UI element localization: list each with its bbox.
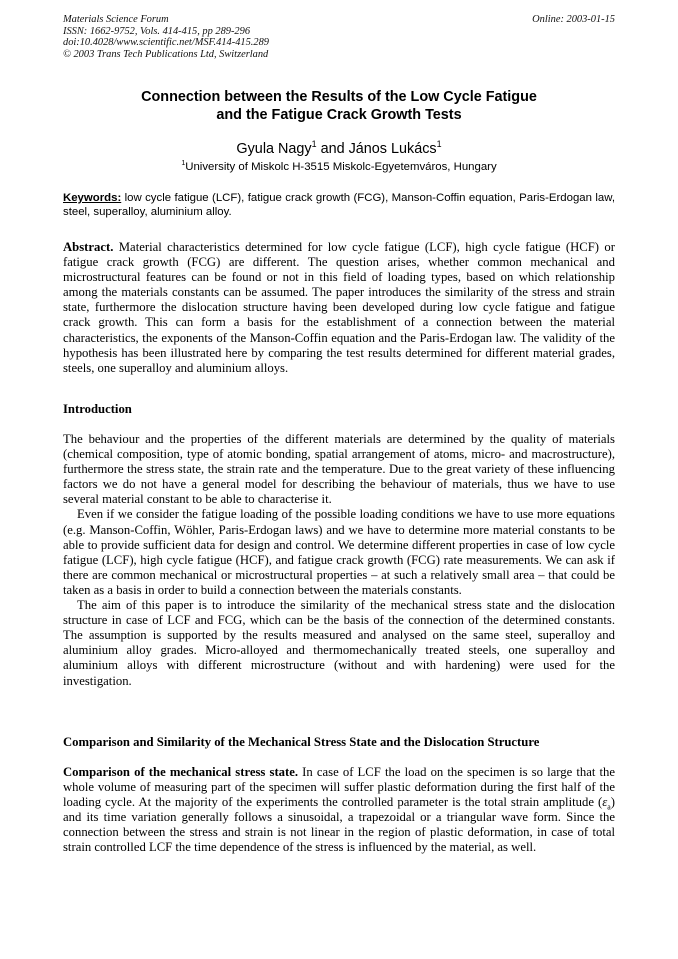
- introduction-body: [63, 432, 615, 689]
- author-name: János Lukács: [348, 141, 437, 157]
- paper-title-line-2: and the Fatigue Crack Growth Tests: [216, 107, 462, 123]
- author-list: [63, 140, 615, 158]
- strain-amplitude-subscript: a: [607, 802, 611, 812]
- abstract: [63, 240, 615, 376]
- comparison-paragraph: [63, 765, 615, 856]
- abstract-label: Abstract.: [63, 240, 114, 254]
- comparison-subheading: Comparison of the mechanical stress state.: [63, 765, 299, 779]
- journal-name: Materials Science Forum: [63, 14, 169, 25]
- affiliation-mark: 1: [311, 139, 317, 150]
- affiliation-mark: 1: [181, 160, 186, 168]
- paper-title-line-1: Connection between the Results of the Low Cycle Fatigue: [141, 89, 537, 105]
- paper-title: [63, 88, 615, 124]
- affiliation-mark: 1: [436, 139, 442, 150]
- journal-issn: ISSN: 1662-9752, Vols. 414-415, pp 289-296: [63, 25, 251, 37]
- comparison-body: [63, 765, 615, 856]
- affiliation-text: University of Miskolc H-3515 Miskolc-Egyetemváros, Hungary: [185, 161, 497, 173]
- introduction-paragraph-2: Even if we consider the fatigue loading of the possible loading conditions we have to use more equations (e.g. Manson-Coffin, Wöhler, Paris-Erdogan laws) and we have to determine more material constants to be able to provide sufficient data for design and control. We determine different properties in case of low cycle fatigue (LCF), high cycle fatigue (HCF), and fatigue crack growth (FCG) rate measurements. We can ask if there are common mechanical or microstructural properties – at such a relatively small area – that could be taken as a basis in order to build a connection between the materials constants.: [63, 507, 615, 597]
- online-date: Online: 2003-01-15: [532, 14, 615, 25]
- author-name: Gyula Nagy: [236, 141, 312, 157]
- section-heading-introduction: Introduction: [63, 402, 132, 416]
- comparison-text-a: In case of LCF the load on the specimen is so large that the whole volume of measuring part of the specimen will suffer plastic deformation during the first half of the loading cycle. At the majority of the experiments the controlled parameter is the total strain amplitude (: [63, 765, 616, 810]
- journal-copyright: © 2003 Trans Tech Publications Ltd, Switzerland: [63, 48, 269, 60]
- keywords-label: Keywords:: [63, 192, 122, 204]
- introduction-paragraph-3: The aim of this paper is to introduce the similarity of the mechanical stress state and the dislocation structure in case of LCF and FCG, which can be the basis of the connection of the determined constants. The assumption is supported by the results measured and analysed on the same steel, superalloy and aluminium alloy grades. Micro-alloyed and thermomechanically treated steels, one superalloy and aluminium alloys with different microstructure (without and with hardening) were used for the investigation.: [63, 598, 615, 688]
- abstract-text: Material characteristics determined for low cycle fatigue (LCF), high cycle fatigue (HCF) or fatigue crack growth (FCG) are different. The question arises, whether common mechanical and microstructural features can be found or not in this field of loading types, based on which relationship among the materials constants can be assumed. The paper introduces the similarity of the stress and strain state, furthermore the dislocation structure having been developed during low cycle fatigue and fatigue crack growth. This can form a basis for the establishment of a connection between the material characteristics, the exponents of the Manson-Coffin equation and the Paris-Erdogan law. The validity of the hypothesis has been illustrated here by comparing the test results determined for different material grades, steels, one superalloy and aluminium alloys.: [63, 240, 615, 375]
- affiliation: [63, 160, 615, 174]
- section-heading-comparison: Comparison and Similarity of the Mechanical Stress State and the Dislocation Structure: [63, 735, 540, 749]
- abstract-paragraph: [63, 240, 615, 376]
- keywords-text: low cycle fatigue (LCF), fatigue crack growth (FCG), Manson-Coffin equation, Paris-Erdogan law, steel, superalloy, aluminium alloy.: [63, 192, 615, 219]
- comparison-text-b: ) and its time variation generally follows a sinusoidal, a trapezoidal or a triangular wave form. Since the connection between the stress and strain is not linear in the region of plastic deformation, in case of total strain controlled LCF the time dependence of the stress is influenced by the material, as well.: [63, 795, 615, 855]
- strain-amplitude-symbol: ε: [602, 795, 608, 810]
- author-separator: and: [316, 141, 349, 157]
- journal-doi: doi:10.4028/www.scientific.net/MSF.414-415.289: [63, 37, 269, 48]
- journal-header: [63, 14, 615, 60]
- keywords: [63, 191, 615, 220]
- introduction-paragraph-1: The behaviour and the properties of the different materials are determined by the quality of materials (chemical composition, type of atomic bonding, spatial arrangement of atoms, micro- and macrostructure), furthermore the stress state, the strain rate and the temperature. Due to the great variety of these influencing factors we do not have a general model for describing the behaviour of materials, thus we have to use several material constant to be able to characterise it.: [63, 432, 615, 507]
